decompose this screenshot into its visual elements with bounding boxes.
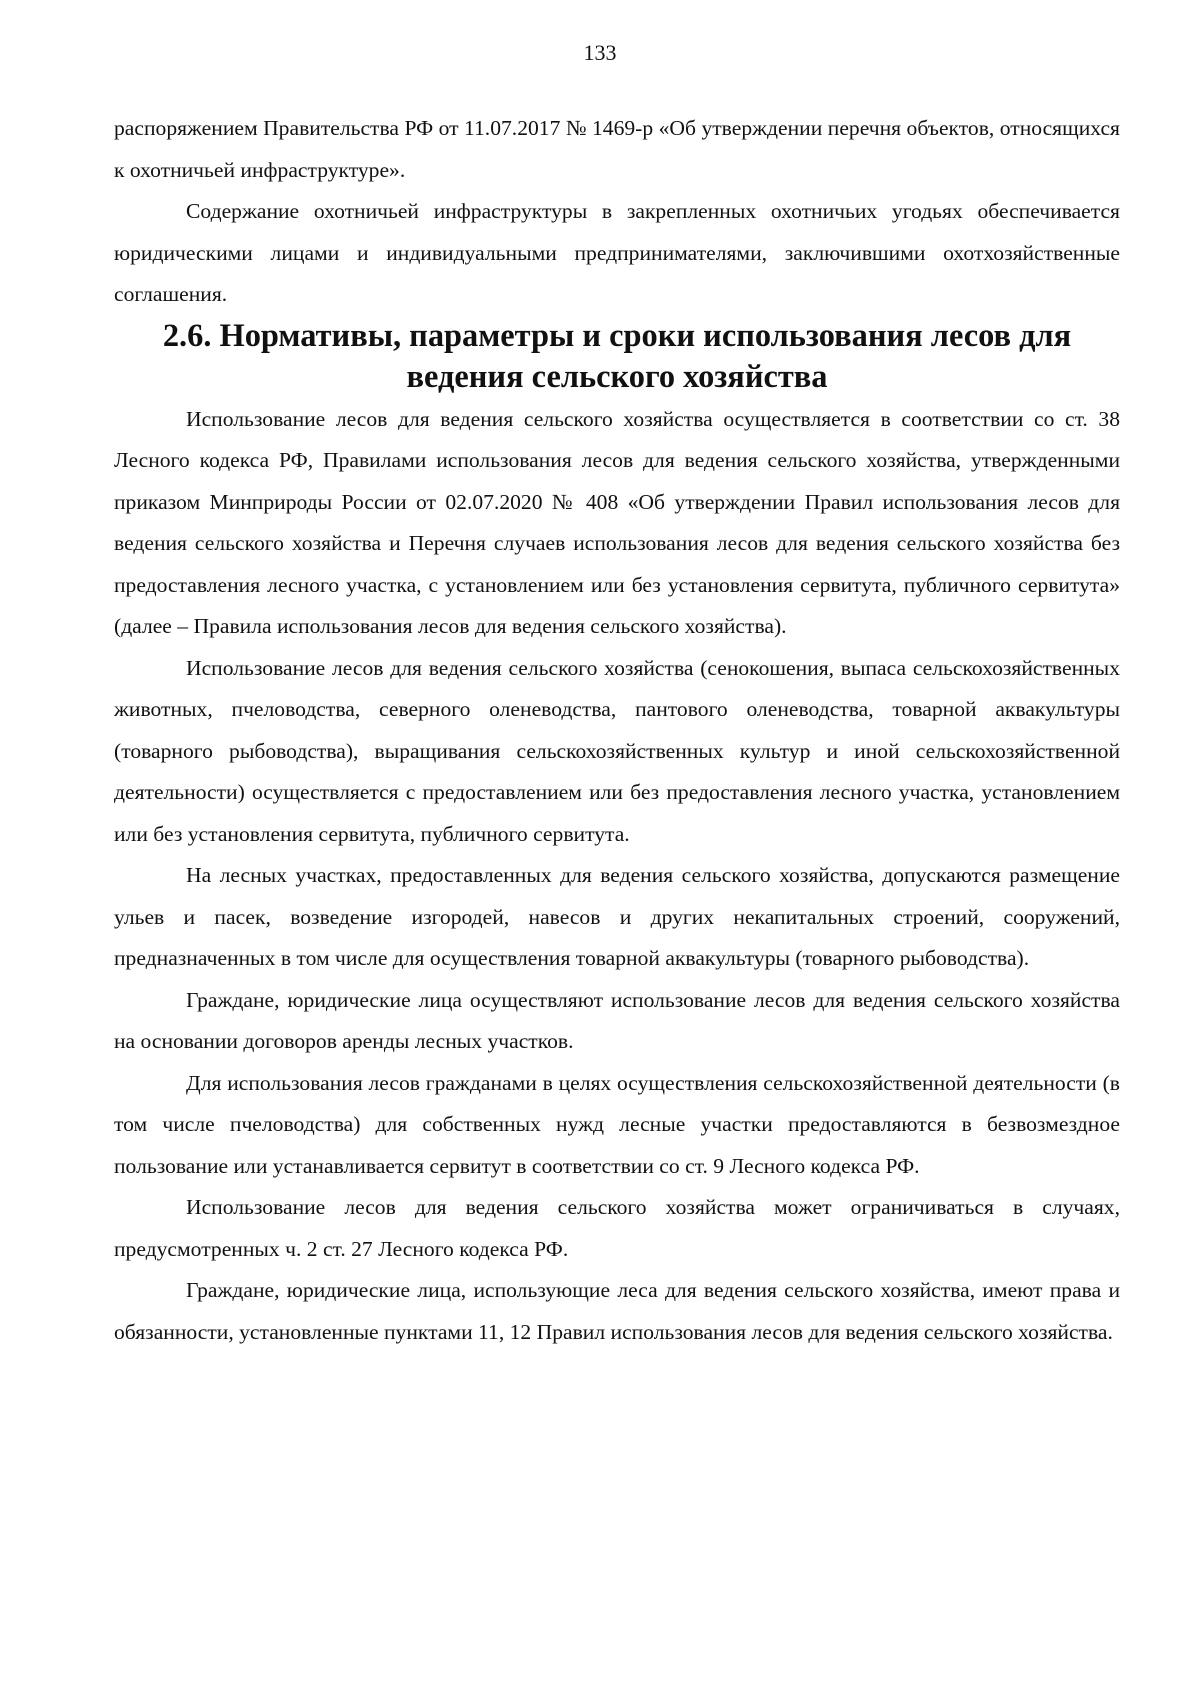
page-content (114, 108, 1120, 1353)
paragraph-continuation: распоряжением Правительства РФ от 11.07.2017 № 1469-р «Об утверждении перечня объектов, относящихся к охотничьей инфраструктуре». (114, 116, 1120, 182)
section-heading: 2.6. Нормативы, параметры и сроки использования лесов для ведения сельского хозяйства (162, 317, 1072, 395)
paragraph: Содержание охотничьей инфраструктуры в закрепленных охотничьих угодьях обеспечивается юридическими лицами и индивидуальными предпринимателями, заключившими охотхозяйственные соглашения. (114, 199, 1120, 306)
page-number: 133 (583, 40, 617, 65)
paragraph: Для использования лесов гражданами в целях осуществления сельскохозяйственной деятельности (в том числе пчеловодства) для собственных нужд лесные участки предоставляются в безвозмездное пользование или устанавливается сервитут в соответствии со ст. 9 Лесного кодекса РФ. (114, 1070, 1120, 1178)
paragraph: Использование лесов для ведения сельского хозяйства (сенокошения, выпаса сельскохозяйственных животных, пчеловодства, северного оленеводства, пантового оленеводства, товарной аквакультуры (товарного рыбоводства), выращивания сельскохозяйственных культур и иной сельскохозяйственной деятельности) осуществляется с предоставлением или без предоставления лесного участка, установлением или без установления сервитута, публичного сервитута. (114, 655, 1120, 846)
paragraph: На лесных участках, предоставленных для ведения сельского хозяйства, допускаются размещение ульев и пасек, возведение изгородей, навесов и других некапитальных строений, сооружений, предназначенных в том числе для осуществления товарной аквакультуры (товарного рыбоводства). (114, 863, 1120, 970)
paragraph: Использование лесов для ведения сельского хозяйства осуществляется в соответствии со ст. 38 Лесного кодекса РФ, Правилами использования лесов для ведения сельского хозяйства, утвержденными приказом Минприроды России от 02.07.2020 № 408 «Об утверждении Правил использования лесов для ведения сельского хозяйства и Перечня случаев использования лесов для ведения сельского хозяйства без предоставления лесного участка, с установлением или без установления сервитута, публичного сервитута» (далее – Правила использования лесов для ведения сельского хозяйства). (114, 406, 1120, 638)
paragraph: Граждане, юридические лица, использующие леса для ведения сельского хозяйства, имеют права и обязанности, установленные пунктами 11, 12 Правил использования лесов для ведения сельского хозяйства. (114, 1278, 1120, 1344)
paragraph: Граждане, юридические лица осуществляют использование лесов для ведения сельского хозяйства на основании договоров аренды лесных участков. (114, 987, 1120, 1053)
paragraph: Использование лесов для ведения сельского хозяйства может ограничиваться в случаях, предусмотренных ч. 2 ст. 27 Лесного кодекса РФ. (114, 1195, 1120, 1261)
